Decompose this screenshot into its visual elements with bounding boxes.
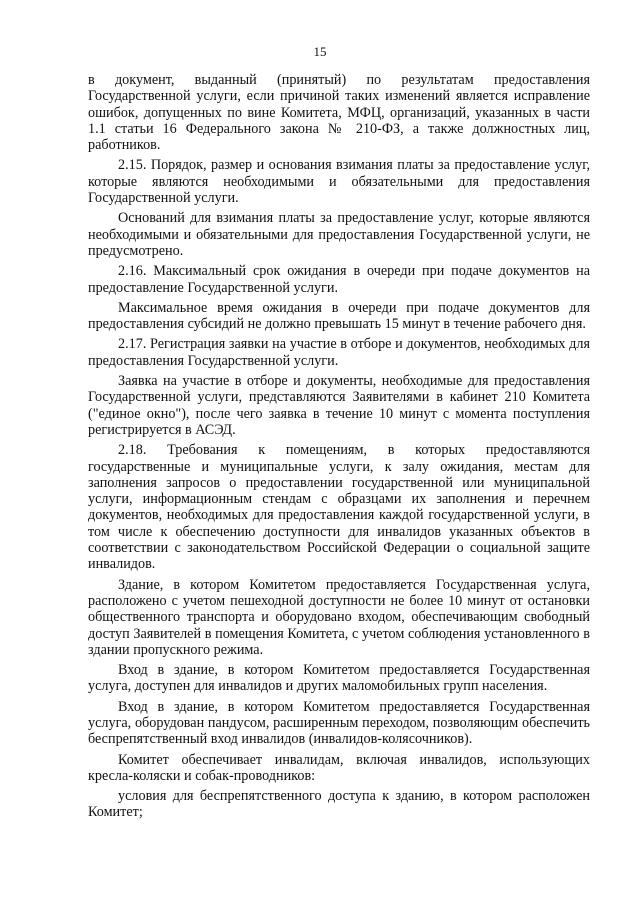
paragraph-application-registration: Заявка на участие в отборе и документы, необходимые для предоставления Государственной услуги, представляются Заявителями в кабинет 210 Комитета ("единое окно"), после чего заявка в течение 10 минут с момента поступления регистрируется в АСЭД.	[88, 373, 590, 438]
paragraph-2-18-heading: 2.18. Требования к помещениям, в которых предоставляются государственные и муниципальные услуги, к залу ожидания, местам для заполнения запросов о предоставлении государственной или муниципальной услуги, информационным стендам с образцами их заполнения и перечнем документов, необходимых для предоставления каждой государственной услуги, в том числе к обеспечению доступности для инвалидов указанных объектов в соответствии с законодательством Российской Федерации о социальной защите инвалидов.	[88, 442, 590, 573]
paragraph-wait-time: Максимальное время ожидания в очереди при подаче документов для предоставления субсидий не должно превышать 15 минут в течение рабочего дня.	[88, 299, 590, 333]
paragraph-2-17-heading: 2.17. Регистрация заявки на участие в отборе и документов, необходимых для предоставления Государственной услуги.	[88, 336, 590, 369]
paragraph-fee-basis: Оснований для взимания платы за предоставление услуг, которые являются необходимыми и обязательными для предоставления Государственной услуги, не предусмотрено.	[88, 210, 590, 259]
paragraph-continuation: в документ, выданный (принятый) по результатам предоставления Государственной услуги, если причиной таких изменений является исправление ошибок, допущенных по вине Комитета, МФЦ, организаций, указанных в части 1.1 статьи 16 Федерального закона № 210-ФЗ, а также должностных лиц, работников.	[88, 72, 590, 154]
document-body	[88, 72, 590, 825]
paragraph-building-location: Здание, в котором Комитетом предоставляется Государственная услуга, расположено с учетом пешеходной доступности не более 10 минут от остановки общественного транспорта и оборудовано входом, обеспечивающим свободный доступ Заявителей в помещения Комитета, с учетом соблюдения установленного в здании пропускного режима.	[88, 576, 590, 658]
paragraph-2-15-heading: 2.15. Порядок, размер и основания взимания платы за предоставление услуг, которые являются необходимыми и обязательными для предоставления Государственной услуги.	[88, 157, 590, 207]
page-number: 15	[313, 44, 327, 59]
paragraph-entrance-accessible: Вход в здание, в котором Комитетом предоставляется Государственная услуга, доступен для инвалидов и других маломобильных групп населения.	[88, 662, 590, 695]
paragraph-access-conditions: условия для беспрепятственного доступа к зданию, в котором расположен Комитет;	[88, 788, 590, 821]
paragraph-2-16-heading: 2.16. Максимальный срок ожидания в очереди при подаче документов на предоставление Государственной услуги.	[88, 263, 590, 296]
paragraph-entrance-ramp: Вход в здание, в котором Комитетом предоставляется Государственная услуга, оборудован пандусом, расширенным переходом, позволяющим обеспечить беспрепятственный вход инвалидов (инвалидов-колясочников).	[88, 698, 590, 748]
paragraph-committee-provides: Комитет обеспечивает инвалидам, включая инвалидов, использующих кресла-коляски и собак-проводников:	[88, 751, 590, 784]
